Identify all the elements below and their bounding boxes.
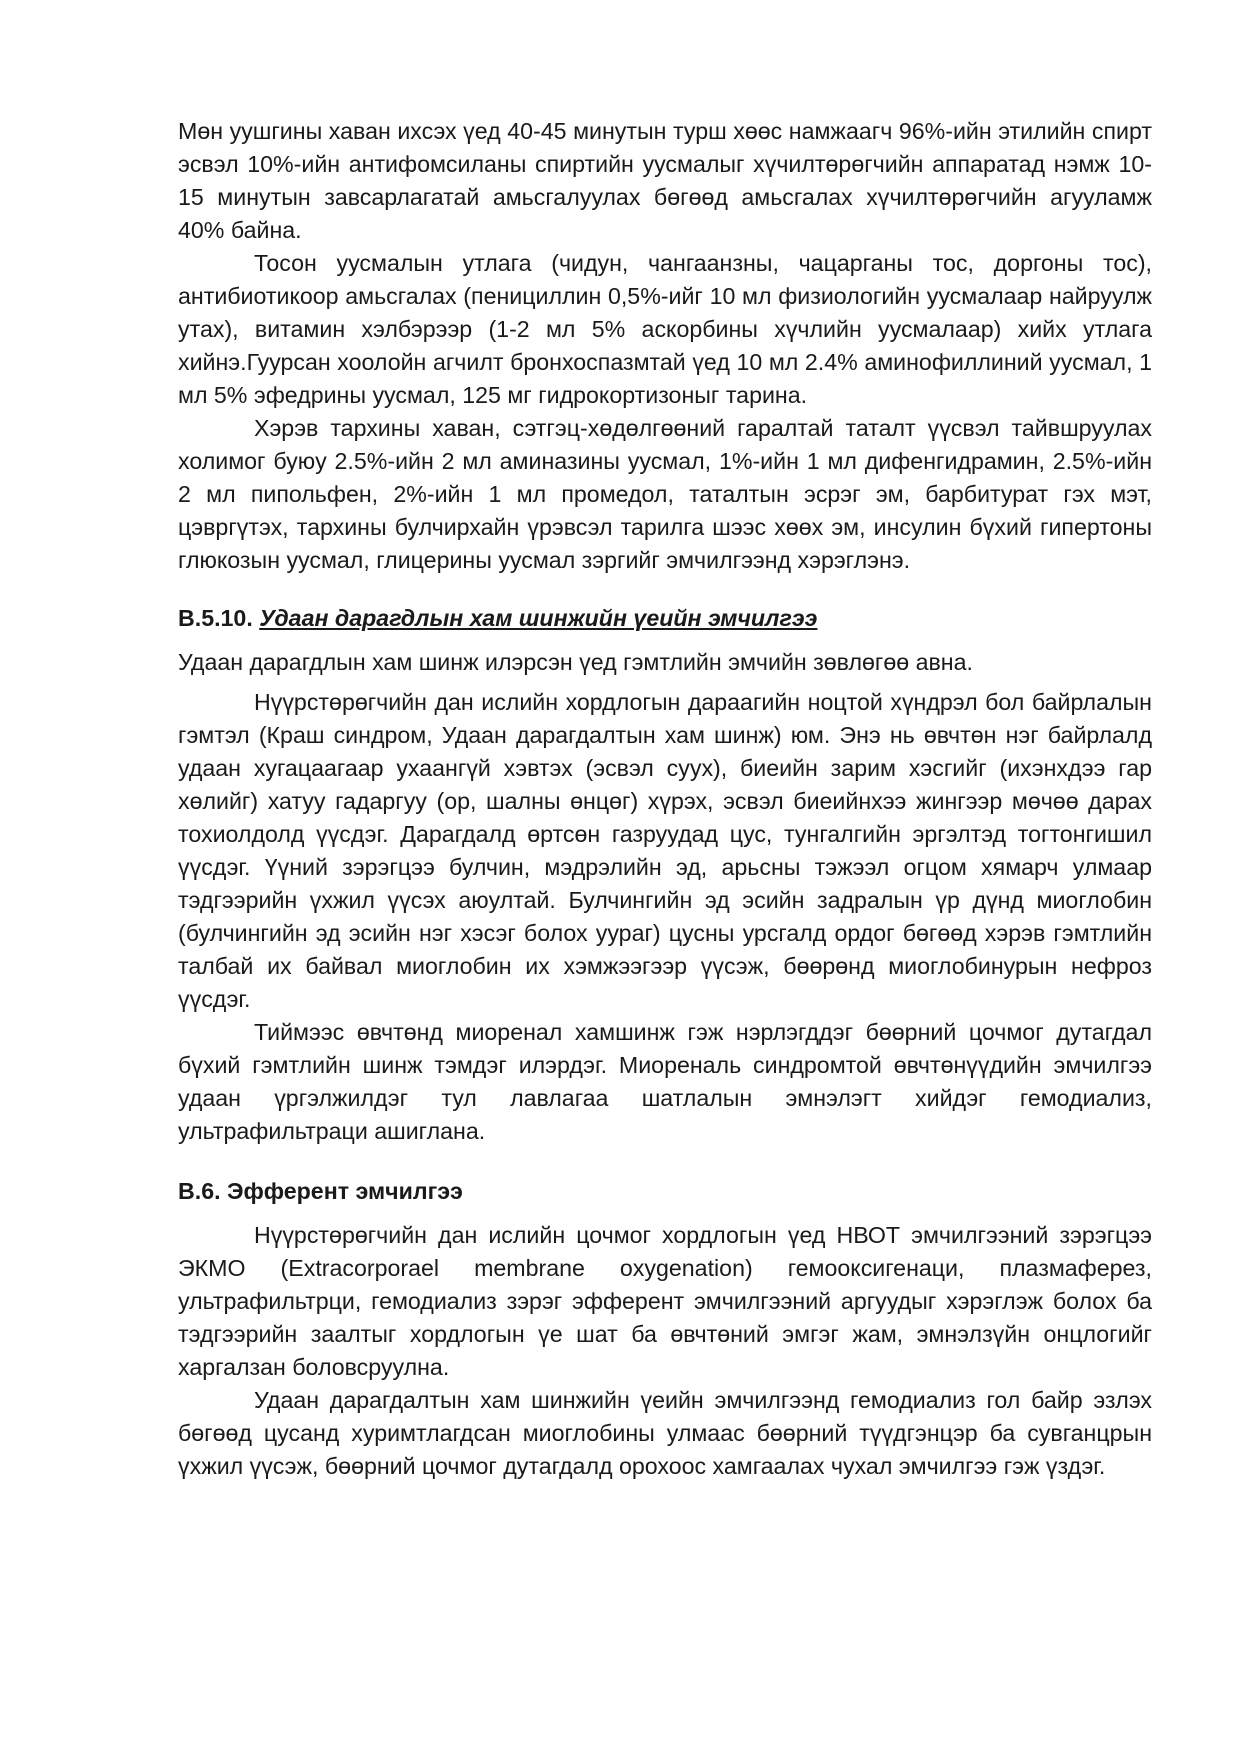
document-page <box>178 115 1152 1483</box>
section-heading-b510 <box>178 602 1152 635</box>
paragraph-hemodialysis: Удаан дарагдалтын хам шинжийн үеийн эмчилгээнд гемодиализ гол байр эзлэх бөгөөд цусанд хуримтлагдсан миоглобины улмаас бөөрний түүдгэнцэр ба сувганцрын үхжил үүсэж, бөөрний цочмог дутагдалд орохоос хамгаалах чухал эмчилгээ гэж үздэг. <box>178 1387 1152 1479</box>
paragraph-myorenal: Тиймээс өвчтөнд миоренал хамшинж гэж нэрлэгддэг бөөрний цочмог дутагдал бүхий гэмтлийн шинж тэмдэг илэрдэг. Миореналь синдромтой өвчтөнүүдийн эмчилгээ удаан үргэлжилдэг тул лавлагаа шатлалын эмнэлэгт хийдэг гемодиализ, ультрафильтраци ашиглана. <box>178 1019 1152 1144</box>
section-heading-b6: B.6. Эфферент эмчилгээ <box>178 1178 463 1204</box>
section-number: B.5.10. <box>178 605 253 631</box>
paragraph-oxygen-inhalation: Мөн уушгины хаван ихсэх үед 40-45 минутын турш хөөс намжаагч 96%-ийн этилийн спирт эсвэл 10%-ийн антифомсиланы спиртийн уусмалыг хүчилтөрөгчийн аппаратад нэмж 10-15 минутын завсарлагатай амьсгалуулах бөгөөд амьсгалах хүчилтөрөгчийн агууламж 40% байна. <box>178 118 1152 243</box>
paragraph-crush-intro: Удаан дарагдлын хам шинж илэрсэн үед гэмтлийн эмчийн зөвлөгөө авна. <box>178 649 973 675</box>
paragraph-brain-edema: Хэрэв тархины хаван, сэтгэц-хөдөлгөөний гаралтай таталт үүсвэл тайвшруулах холимог буюу 2.5%-ийн 2 мл аминазины уусмал, 1%-ийн 1 мл дифенгидрамин, 2.5%-ийн 2 мл пипольфен, 2%-ийн 1 мл промедол, таталтын эсрэг эм, барбитурат гэх мэт, цэвргүтэх, тархины булчирхайн үрэвсэл тарилга шээс хөөх эм, инсулин бүхий гипертоны глюкозын уусмал, глицерины уусмал зэргийг эмчилгээнд хэрэглэнэ. <box>178 415 1152 573</box>
section-title: Удаан дарагдлын хам шинжийн үеийн эмчилгээ <box>259 605 818 631</box>
paragraph-oil-inhalation: Тосон уусмалын утлага (чидун, чангаанзны, чацарганы тос, доргоны тос), антибиотикоор амьсгалах (пенициллин 0,5%-ийг 10 мл физиологийн уусмалаар найруулж утах), витамин хэлбэрээр (1-2 мл 5% аскорбины хүчлийн уусмалаар) хийх утлага хийнэ.Гуурсан хоолойн агчилт бронхоспазмтай үед 10 мл 2.4% аминофиллиний уусмал, 1 мл 5% эфедрины уусмал, 125 мг гидрокортизоныг тарина. <box>178 250 1152 408</box>
paragraph-efferent-methods: Нүүрстөрөгчийн дан ислийн цочмог хордлогын үед НВОТ эмчилгээний зэрэгцээ ЭКМО (Extracorporael membrane oxygenation) гемооксигенаци, плазмаферез, ультрафильтрци, гемодиализ зэрэг эфферент эмчилгээний аргуудыг хэрэглэж болох ба тэдгээрийн заалтыг хордлогын үе шат ба өвчтөний эмгэг жам, эмнэлзүйн онцлогийг харгалзан боловсруулна. <box>178 1222 1152 1380</box>
paragraph-crush-syndrome: Нүүрстөрөгчийн дан ислийн хордлогын дараагийн ноцтой хүндрэл бол байрлалын гэмтэл (Краш синдром, Удаан дарагдалтын хам шинж) юм. Энэ нь өвчтөн нэг байрлалд удаан хугацаагаар ухаангүй хэвтэх (эсвэл суух), биеийн зарим хэсгийг (ихэнхдээ гар хөлийг) хатуу гадаргуу (ор, шалны өнцөг) хүрэх, эсвэл биеийнхээ жингээр мөчөө дарах тохиолдолд үүсдэг. Дарагдалд өртсөн газруудад цус, тунгалгийн эргэлтэд тогтонгишил үүсдэг. Үүний зэрэгцээ булчин, мэдрэлийн эд, арьсны тэжээл огцом хямарч улмаар тэдгээрийн үхжил үүсэх аюултай. Булчингийн эд эсийн задралын үр дүнд миоглобин (булчингийн эд эсийн нэг хэсэг болох уураг) цусны урсгалд ордог бөгөөд хэрэв гэмтлийн талбай их байвал миоглобин их хэмжээгээр үүсэж, бөөрөнд миоглобинурын нефроз үүсдэг. <box>178 689 1152 1012</box>
